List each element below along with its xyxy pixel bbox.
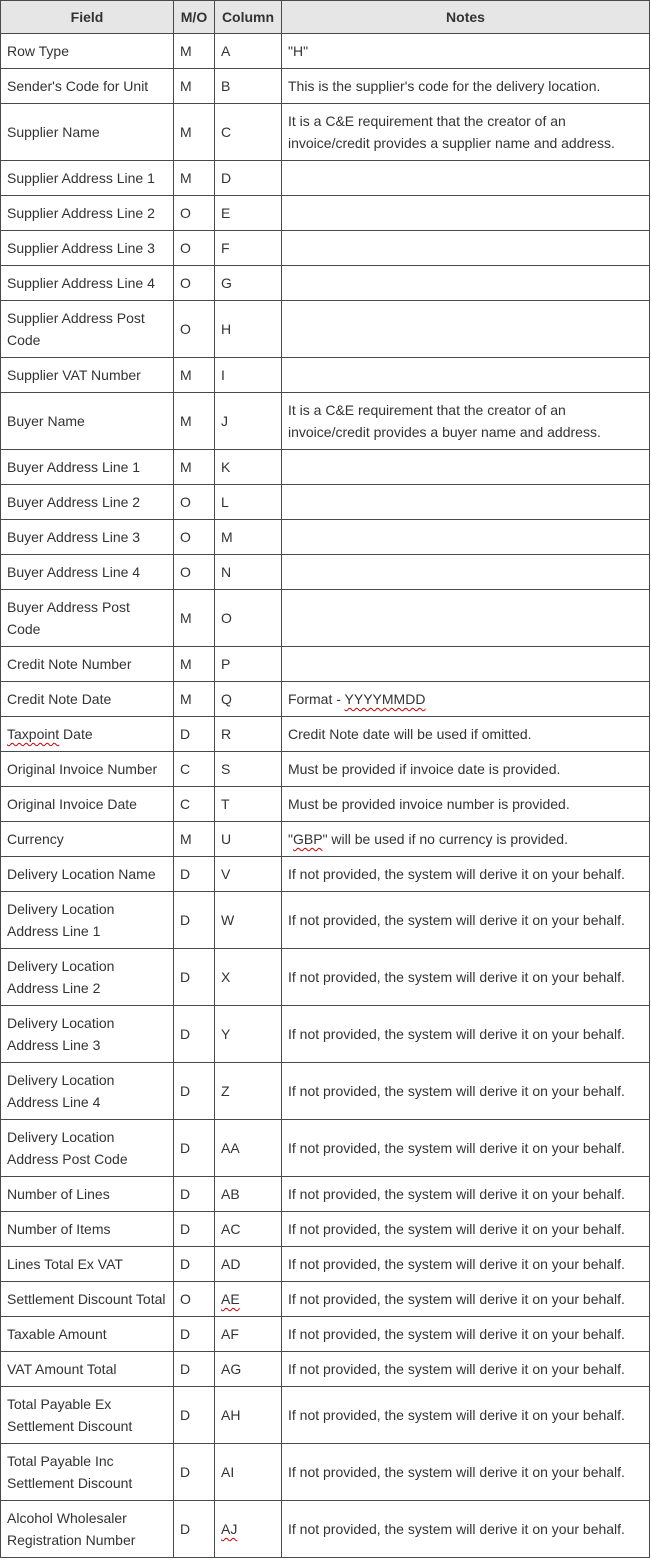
cell-notes: [282, 590, 650, 647]
cell-column: N: [215, 555, 282, 590]
cell-column: Q: [215, 682, 282, 717]
cell-notes: [282, 450, 650, 485]
cell-column: O: [215, 590, 282, 647]
cell-field: VAT Amount Total: [1, 1352, 174, 1387]
cell-field: Original Invoice Number: [1, 752, 174, 787]
cell-notes: It is a C&E requirement that the creator of an invoice/credit provides a buyer name and address.: [282, 393, 650, 450]
cell-field: Credit Note Date: [1, 682, 174, 717]
cell-mo: D: [174, 1387, 215, 1444]
cell-field: Total Payable Inc Settlement Discount: [1, 1444, 174, 1501]
cell-notes: Credit Note date will be used if omitted.: [282, 717, 650, 752]
cell-field: Delivery Location Address Line 4: [1, 1063, 174, 1120]
cell-column: AJ: [215, 1501, 282, 1558]
cell-field: Lines Total Ex VAT: [1, 1247, 174, 1282]
cell-mo: O: [174, 555, 215, 590]
cell-mo: M: [174, 682, 215, 717]
cell-notes: If not provided, the system will derive it on your behalf.: [282, 1063, 650, 1120]
cell-column: Y: [215, 1006, 282, 1063]
cell-field: Delivery Location Address Line 1: [1, 892, 174, 949]
cell-column: AF: [215, 1317, 282, 1352]
cell-column: AC: [215, 1212, 282, 1247]
cell-mo: O: [174, 301, 215, 358]
cell-field: Row Type: [1, 34, 174, 69]
cell-notes: "H": [282, 34, 650, 69]
cell-mo: D: [174, 892, 215, 949]
header-mo: M/O: [174, 1, 215, 34]
table-row: [1, 857, 650, 892]
cell-notes: [282, 555, 650, 590]
cell-column: AG: [215, 1352, 282, 1387]
cell-mo: O: [174, 520, 215, 555]
cell-mo: M: [174, 34, 215, 69]
table-row: [1, 1317, 650, 1352]
cell-mo: D: [174, 1120, 215, 1177]
cell-notes: Must be provided if invoice date is provided.: [282, 752, 650, 787]
cell-column: T: [215, 787, 282, 822]
table-row: [1, 1387, 650, 1444]
cell-column: R: [215, 717, 282, 752]
cell-column: AA: [215, 1120, 282, 1177]
cell-column: P: [215, 647, 282, 682]
cell-mo: O: [174, 231, 215, 266]
cell-mo: C: [174, 752, 215, 787]
cell-field: Delivery Location Address Post Code: [1, 1120, 174, 1177]
table-row: [1, 196, 650, 231]
cell-field: Number of Lines: [1, 1177, 174, 1212]
header-column: Column: [215, 1, 282, 34]
cell-mo: M: [174, 161, 215, 196]
cell-column: S: [215, 752, 282, 787]
cell-notes: If not provided, the system will derive it on your behalf.: [282, 1177, 650, 1212]
cell-notes: [282, 485, 650, 520]
table-row: [1, 1282, 650, 1317]
table-row: [1, 1212, 650, 1247]
table-row: [1, 358, 650, 393]
cell-column: D: [215, 161, 282, 196]
cell-notes: If not provided, the system will derive it on your behalf.: [282, 949, 650, 1006]
cell-field: Settlement Discount Total: [1, 1282, 174, 1317]
cell-mo: D: [174, 1444, 215, 1501]
cell-column: C: [215, 104, 282, 161]
cell-field: Buyer Name: [1, 393, 174, 450]
cell-field: Credit Note Number: [1, 647, 174, 682]
table-row: [1, 1006, 650, 1063]
cell-field: Buyer Address Line 2: [1, 485, 174, 520]
table-row: [1, 752, 650, 787]
table-row: [1, 104, 650, 161]
cell-field: Supplier Address Line 4: [1, 266, 174, 301]
cell-field: Buyer Address Post Code: [1, 590, 174, 647]
cell-field: Buyer Address Line 3: [1, 520, 174, 555]
table-body: [1, 34, 650, 1558]
cell-mo: D: [174, 1063, 215, 1120]
cell-column: E: [215, 196, 282, 231]
cell-field: Supplier VAT Number: [1, 358, 174, 393]
cell-column: I: [215, 358, 282, 393]
cell-field: Sender's Code for Unit: [1, 69, 174, 104]
cell-field: Taxpoint Date: [1, 717, 174, 752]
cell-notes: Must be provided invoice number is provided.: [282, 787, 650, 822]
cell-notes: Format - YYYYMMDD: [282, 682, 650, 717]
cell-mo: D: [174, 1006, 215, 1063]
cell-column: F: [215, 231, 282, 266]
cell-mo: D: [174, 949, 215, 1006]
cell-column: M: [215, 520, 282, 555]
cell-mo: D: [174, 1317, 215, 1352]
cell-column: AD: [215, 1247, 282, 1282]
cell-column: U: [215, 822, 282, 857]
table-row: [1, 450, 650, 485]
table-row: [1, 1177, 650, 1212]
cell-field: Alcohol Wholesaler Registration Number: [1, 1501, 174, 1558]
cell-mo: O: [174, 485, 215, 520]
cell-mo: D: [174, 1352, 215, 1387]
cell-notes: [282, 301, 650, 358]
cell-field: Supplier Name: [1, 104, 174, 161]
table-row: [1, 1247, 650, 1282]
table-row: [1, 647, 650, 682]
cell-field: Delivery Location Name: [1, 857, 174, 892]
cell-mo: D: [174, 1247, 215, 1282]
cell-mo: M: [174, 590, 215, 647]
cell-notes: If not provided, the system will derive it on your behalf.: [282, 1317, 650, 1352]
table-row: [1, 590, 650, 647]
table-row: [1, 1063, 650, 1120]
cell-field: Total Payable Ex Settlement Discount: [1, 1387, 174, 1444]
cell-notes: If not provided, the system will derive it on your behalf.: [282, 1006, 650, 1063]
cell-notes: If not provided, the system will derive it on your behalf.: [282, 1282, 650, 1317]
cell-field: Number of Items: [1, 1212, 174, 1247]
cell-notes: "GBP" will be used if no currency is provided.: [282, 822, 650, 857]
cell-notes: If not provided, the system will derive it on your behalf.: [282, 1247, 650, 1282]
cell-column: W: [215, 892, 282, 949]
cell-field: Delivery Location Address Line 2: [1, 949, 174, 1006]
cell-column: X: [215, 949, 282, 1006]
cell-field: Buyer Address Line 4: [1, 555, 174, 590]
cell-notes: If not provided, the system will derive it on your behalf.: [282, 1387, 650, 1444]
header-field: Field: [1, 1, 174, 34]
cell-mo: O: [174, 266, 215, 301]
table-row: [1, 266, 650, 301]
table-row: [1, 822, 650, 857]
header-notes: Notes: [282, 1, 650, 34]
cell-column: G: [215, 266, 282, 301]
cell-mo: M: [174, 822, 215, 857]
cell-field: Original Invoice Date: [1, 787, 174, 822]
cell-column: Z: [215, 1063, 282, 1120]
cell-column: B: [215, 69, 282, 104]
cell-notes: [282, 161, 650, 196]
table-row: [1, 787, 650, 822]
table-row: [1, 161, 650, 196]
cell-mo: D: [174, 717, 215, 752]
table-row: [1, 69, 650, 104]
table-row: [1, 1120, 650, 1177]
cell-column: AB: [215, 1177, 282, 1212]
table-row: [1, 34, 650, 69]
cell-notes: If not provided, the system will derive it on your behalf.: [282, 1444, 650, 1501]
cell-notes: If not provided, the system will derive it on your behalf.: [282, 857, 650, 892]
cell-mo: M: [174, 104, 215, 161]
cell-mo: D: [174, 1501, 215, 1558]
cell-mo: M: [174, 393, 215, 450]
table-row: [1, 520, 650, 555]
cell-mo: M: [174, 358, 215, 393]
cell-column: J: [215, 393, 282, 450]
table-row: [1, 949, 650, 1006]
table-row: [1, 485, 650, 520]
cell-column: K: [215, 450, 282, 485]
table-row: [1, 231, 650, 266]
cell-column: A: [215, 34, 282, 69]
cell-field: Delivery Location Address Line 3: [1, 1006, 174, 1063]
cell-mo: M: [174, 450, 215, 485]
cell-column: AI: [215, 1444, 282, 1501]
cell-column: AH: [215, 1387, 282, 1444]
cell-column: H: [215, 301, 282, 358]
cell-mo: D: [174, 1212, 215, 1247]
cell-mo: D: [174, 1177, 215, 1212]
cell-mo: O: [174, 196, 215, 231]
cell-mo: M: [174, 69, 215, 104]
cell-field: Supplier Address Line 2: [1, 196, 174, 231]
table-row: [1, 1501, 650, 1558]
table-row: [1, 892, 650, 949]
cell-mo: O: [174, 1282, 215, 1317]
header-row: [1, 1, 650, 34]
cell-field: Taxable Amount: [1, 1317, 174, 1352]
cell-mo: D: [174, 857, 215, 892]
cell-field: Currency: [1, 822, 174, 857]
table-row: [1, 393, 650, 450]
cell-notes: If not provided, the system will derive it on your behalf.: [282, 1501, 650, 1558]
cell-notes: If not provided, the system will derive it on your behalf.: [282, 1352, 650, 1387]
cell-notes: [282, 231, 650, 266]
cell-notes: If not provided, the system will derive it on your behalf.: [282, 892, 650, 949]
cell-notes: If not provided, the system will derive it on your behalf.: [282, 1120, 650, 1177]
cell-field: Supplier Address Line 1: [1, 161, 174, 196]
cell-column: AE: [215, 1282, 282, 1317]
table-row: [1, 1444, 650, 1501]
table-row: [1, 301, 650, 358]
cell-column: L: [215, 485, 282, 520]
cell-notes: This is the supplier's code for the delivery location.: [282, 69, 650, 104]
cell-notes: If not provided, the system will derive it on your behalf.: [282, 1212, 650, 1247]
table-row: [1, 682, 650, 717]
cell-mo: C: [174, 787, 215, 822]
cell-notes: [282, 358, 650, 393]
table-row: [1, 717, 650, 752]
cell-notes: [282, 196, 650, 231]
cell-field: Buyer Address Line 1: [1, 450, 174, 485]
table-row: [1, 555, 650, 590]
cell-field: Supplier Address Post Code: [1, 301, 174, 358]
cell-field: Supplier Address Line 3: [1, 231, 174, 266]
cell-mo: M: [174, 647, 215, 682]
cell-notes: [282, 520, 650, 555]
table-row: [1, 1352, 650, 1387]
cell-notes: It is a C&E requirement that the creator of an invoice/credit provides a supplier name and address.: [282, 104, 650, 161]
cell-column: V: [215, 857, 282, 892]
cell-notes: [282, 266, 650, 301]
cell-notes: [282, 647, 650, 682]
